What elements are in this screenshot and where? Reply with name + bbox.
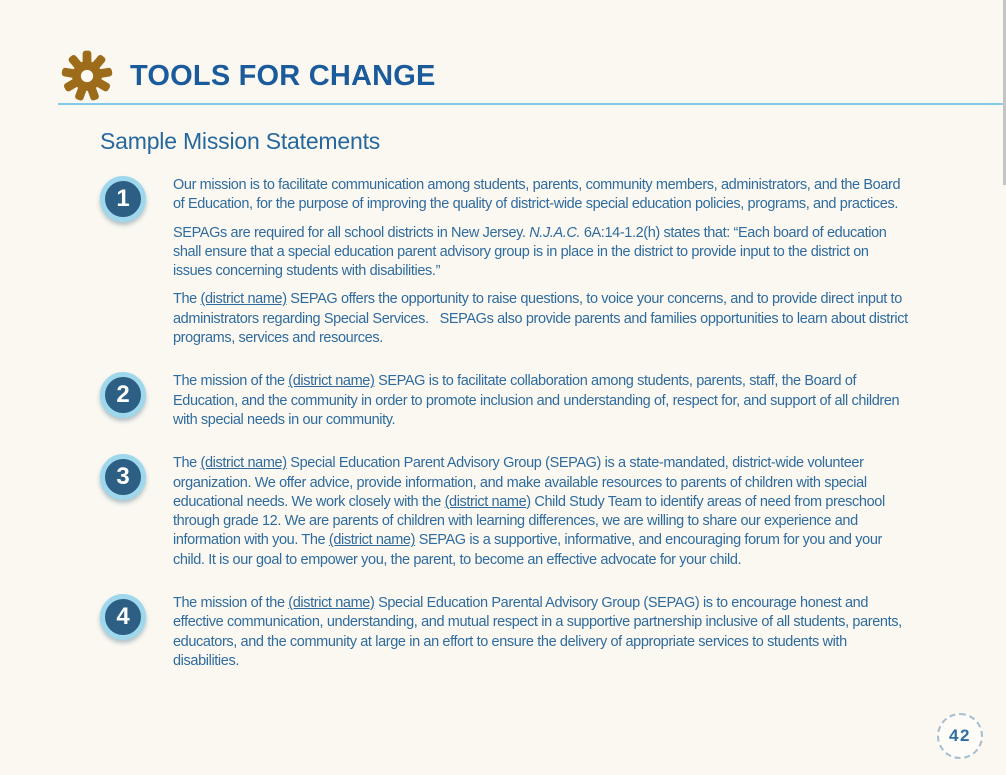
item-number-badge <box>100 176 146 222</box>
gear-icon <box>58 48 116 104</box>
item-number-badge <box>100 594 146 640</box>
item-paragraphs <box>173 594 908 671</box>
item-number-badge <box>100 454 146 500</box>
district-name-placeholder: (district name) <box>288 595 375 612</box>
district-name-placeholder: (district name) <box>444 493 531 510</box>
mission-paragraph <box>173 224 908 282</box>
text-segment: 6A:14-1.2(h) states that: “Each board of education shall ensure that a special education parent advisory group is in place in the district to provide input to the district on issues concerning students with disabilities.” <box>173 224 891 280</box>
text-segment: The <box>173 455 201 472</box>
text-segment: The <box>173 291 201 308</box>
district-name-placeholder: (district name) <box>288 373 375 390</box>
item-paragraphs <box>173 372 908 430</box>
text-segment: The mission of the <box>173 595 289 612</box>
item-number: 2 <box>116 381 130 409</box>
text-segment: Special Education Parent Advisory Group (SEPAG) is a state-mandated, district-wide volunteer organization. We offer advice, provide information, and make available resources to parents of children with special educational needs. We work closely with the <box>173 455 871 510</box>
mission-paragraph <box>173 594 908 671</box>
text-segment: Special Education Parental Advisory Group (SEPAG) is to encourage honest and effective communication, understanding, and mutual respect in a supportive partnership inclusive of all students, parents, educators, and the community at large in an effort to ensure the delivery of appropriate services to students with disabilities. <box>173 595 906 669</box>
text-segment: SEPAG is to facilitate collaboration among students, parents, staff, the Board of Education, and the community in order to promote inclusion and understanding of, respect for, and support of all children with special needs in our community. <box>173 373 903 428</box>
mission-item <box>100 454 960 570</box>
district-name-placeholder: (district name) <box>200 291 287 308</box>
district-name-placeholder: (district name) <box>328 532 416 549</box>
text-segment: The mission of the <box>173 373 289 390</box>
header-divider <box>58 103 1006 105</box>
text-segment: SEPAG offers the opportunity to raise questions, to voice your concerns, and to provide direct input to administrators regarding Special Services. SEPAGs also provide parents and families opportunities to learn about district programs, services and resources. <box>173 291 912 347</box>
mission-item <box>100 176 960 348</box>
text-segment: Our mission is to facilitate communication among students, parents, community members, administrators, and the Board of Education, for the purpose of improving the quality of district-wide special education policies, programs, and practices. <box>173 177 904 213</box>
page-number-badge <box>937 713 983 759</box>
text-segment: SEPAG is a supportive, informative, and encouraging forum for you and your child. It is our goal to empower you, the parent, to become an effective advocate for your child. <box>173 532 886 568</box>
mission-paragraph <box>173 372 908 430</box>
mission-paragraph <box>173 176 908 215</box>
item-paragraphs <box>173 454 908 570</box>
district-name-placeholder: (district name) <box>200 455 287 472</box>
mission-items <box>100 176 960 671</box>
text-segment: N.J.A.C. <box>529 224 581 241</box>
section-subtitle: Sample Mission Statements <box>100 128 381 154</box>
mission-paragraph <box>173 290 912 348</box>
mission-paragraph <box>173 454 908 570</box>
item-number: 1 <box>116 185 130 212</box>
page-number: 42 <box>949 726 971 745</box>
text-segment: SEPAGs are required for all school districts in New Jersey. <box>173 224 530 241</box>
item-paragraphs <box>173 176 912 348</box>
item-number: 4 <box>116 603 130 631</box>
item-number: 3 <box>116 463 130 491</box>
item-number-badge <box>100 372 146 418</box>
page-title: TOOLS FOR CHANGE <box>130 59 436 92</box>
text-segment: Child Study Team to identify areas of need from preschool through grade 12. We are parents of children with learning differences, we are willing to share our experience and information with you. The <box>173 493 889 549</box>
mission-item <box>100 594 960 671</box>
page-header <box>58 48 436 104</box>
mission-item <box>100 372 960 430</box>
